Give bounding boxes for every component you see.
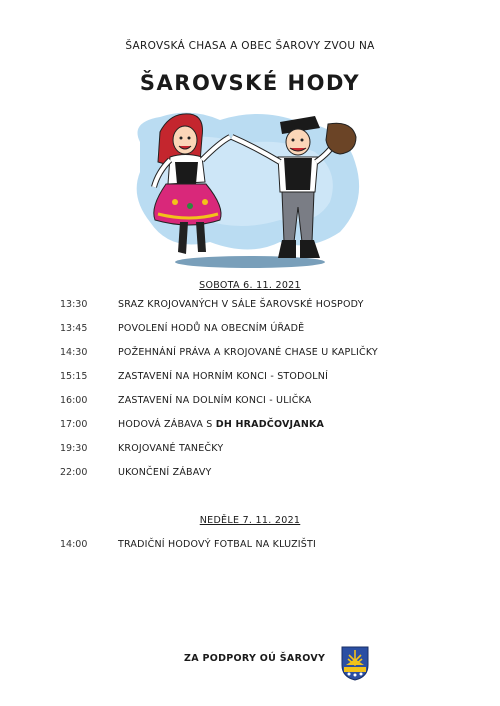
list-item bbox=[60, 346, 460, 360]
event-description bbox=[118, 418, 324, 432]
event-description: POŽEHNÁNÍ PRÁVA A KROJOVANÉ CHASE U KAPLIČKY bbox=[118, 347, 378, 358]
list-item bbox=[60, 538, 460, 552]
list-item bbox=[60, 370, 460, 384]
band-name: DH HRADČOVJANKA bbox=[215, 419, 325, 430]
list-item bbox=[60, 466, 460, 480]
event-description: UKONČENÍ ZÁBAVY bbox=[118, 467, 212, 478]
dancing-couple-illustration bbox=[130, 102, 370, 272]
coat-of-arms-icon bbox=[340, 645, 370, 681]
list-item bbox=[60, 442, 460, 456]
list-item bbox=[60, 298, 460, 312]
page-title: ŠAROVSKÉ HODY bbox=[139, 71, 361, 95]
event-time: 14:00 bbox=[60, 539, 88, 550]
list-item bbox=[60, 322, 460, 336]
event-time: 22:00 bbox=[60, 467, 88, 478]
list-item bbox=[60, 418, 460, 432]
saturday-heading: SOBOTA 6. 11. 2021 bbox=[199, 280, 301, 291]
event-time: 13:30 bbox=[60, 299, 88, 310]
sponsor-text: ZA PODPORY OÚ ŠAROVY bbox=[184, 653, 326, 664]
event-description: TRADIČNÍ HODOVÝ FOTBAL NA KLUZIŠTI bbox=[118, 539, 317, 550]
event-time: 19:30 bbox=[60, 443, 88, 454]
event-description: POVOLENÍ HODŮ NA OBECNÍM ÚŘADĚ bbox=[118, 323, 305, 334]
event-description: ZASTAVENÍ NA DOLNÍM KONCI - ULIČKA bbox=[118, 395, 312, 406]
event-time: 16:00 bbox=[60, 395, 88, 406]
event-time: 17:00 bbox=[60, 419, 88, 430]
invitation-line: ŠAROVSKÁ CHASA A OBEC ŠAROVY ZVOU NA bbox=[125, 40, 375, 52]
event-time: 15:15 bbox=[60, 371, 88, 382]
sunday-heading: NEDĚLE 7. 11. 2021 bbox=[199, 515, 301, 526]
event-description: SRAZ KROJOVANÝCH V SÁLE ŠAROVSKÉ HOSPODY bbox=[118, 299, 364, 310]
event-description: KROJOVANÉ TANEČKY bbox=[118, 443, 224, 454]
list-item bbox=[60, 394, 460, 408]
event-text: HODOVÁ ZÁBAVA S bbox=[118, 419, 216, 430]
event-time: 14:30 bbox=[60, 347, 88, 358]
event-time: 13:45 bbox=[60, 323, 88, 334]
event-description: ZASTAVENÍ NA HORNÍM KONCI - STODOLNÍ bbox=[118, 371, 329, 382]
